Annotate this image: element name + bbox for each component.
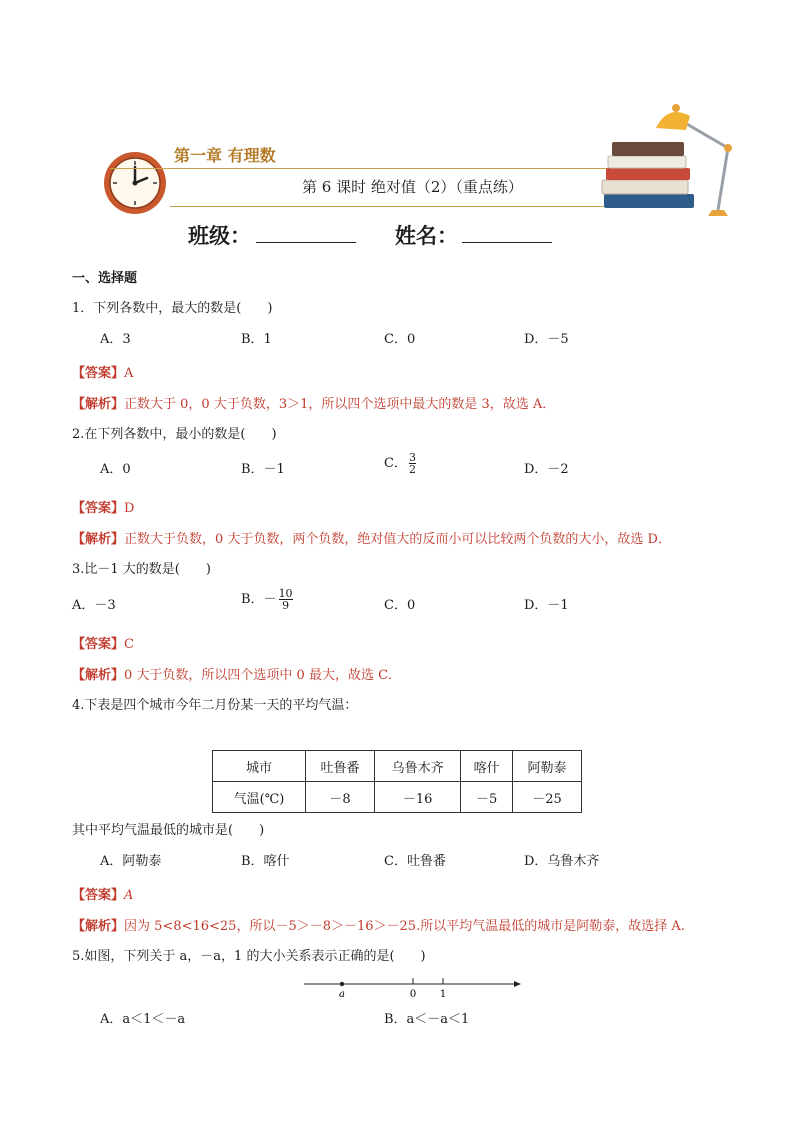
q4-option-d[interactable]: D．乌鲁木齐 — [524, 854, 600, 869]
analysis-tag: 【解析】 — [72, 919, 125, 934]
q5-stem: 5.如图，下列关于 a，－a，1 的大小关系表示正确的是( ) — [72, 949, 426, 964]
q2-option-d[interactable]: D．－2 — [524, 462, 569, 477]
label-one: 1 — [439, 989, 447, 1000]
books-lamp-icon — [598, 98, 744, 222]
q1-analysis-text: 正数大于 0，0 大于负数，3＞1，所以四个选项中最大的数是 3，故选 A． — [124, 397, 556, 412]
name-blank[interactable] — [462, 242, 552, 243]
q3-analysis-text: 0 大于负数，所以四个选项中 0 最大，故选 C． — [124, 668, 402, 683]
table-row — [213, 782, 582, 813]
table-cell: 吐鲁番 — [306, 751, 375, 782]
table-cell: －16 — [375, 782, 461, 813]
table-row — [213, 751, 582, 782]
q2-frac-num: 3 — [408, 451, 416, 464]
q1-option-a[interactable]: A．3 — [100, 332, 131, 347]
q3-option-d[interactable]: D．－1 — [524, 598, 569, 613]
q2-analysis — [72, 528, 671, 547]
q3-stem: 3.比－1 大的数是( ) — [72, 562, 211, 577]
point-a — [340, 982, 344, 986]
header-rule-bottom — [170, 206, 620, 207]
class-label: 班级： — [188, 224, 251, 248]
q5-option-b[interactable]: B．a＜－a＜1 — [384, 1012, 470, 1027]
answer-tag: 【答案】 — [72, 366, 125, 381]
q2-analysis-text: 正数大于负数，0 大于负数，两个负数，绝对值大的反而小可以比较两个负数的大小，故选 D． — [124, 532, 671, 547]
label-a: a — [339, 989, 345, 1000]
table-cell: 喀什 — [461, 751, 513, 782]
analysis-tag: 【解析】 — [72, 397, 125, 412]
q1-option-c[interactable]: C．0 — [384, 332, 416, 347]
class-blank[interactable] — [256, 242, 356, 243]
table-cell: －5 — [461, 782, 513, 813]
answer-tag: 【答案】 — [72, 501, 125, 516]
q1-option-b[interactable]: B．1 — [241, 332, 272, 347]
header-rule-top — [110, 168, 630, 169]
q5-option-a[interactable]: A．a＜1＜－a — [100, 1012, 186, 1027]
q1-answer-value: A — [124, 366, 134, 381]
q2-fraction — [409, 452, 416, 475]
q4-option-a[interactable]: A．阿勒泰 — [100, 854, 162, 869]
label-zero: 0 — [409, 989, 417, 1000]
q1-option-d[interactable]: D．－5 — [524, 332, 569, 347]
q2-answer-value: D — [124, 501, 135, 516]
q2-answer — [72, 497, 134, 516]
clock-icon — [102, 150, 168, 216]
q3-frac-num: 10 — [278, 587, 293, 600]
analysis-tag: 【解析】 — [72, 532, 125, 547]
temperature-table — [212, 750, 582, 813]
q2-option-b[interactable]: B．－1 — [241, 462, 285, 477]
q3-answer — [72, 633, 134, 652]
q4-option-b[interactable]: B．喀什 — [241, 854, 290, 869]
table-cell: 气温(℃) — [213, 782, 306, 813]
table-cell: 阿勒泰 — [512, 751, 581, 782]
q1-analysis — [72, 393, 555, 412]
q3-fraction — [279, 588, 293, 611]
q3-analysis — [72, 664, 401, 683]
table-cell: －25 — [512, 782, 581, 813]
lesson-title: 第 6 课时 绝对值（2）（重点练） — [302, 178, 523, 196]
q1-stem: 1．下列各数中，最大的数是( ) — [72, 301, 273, 316]
q4-sub: 其中平均气温最低的城市是( ) — [72, 823, 265, 838]
q4-answer — [72, 884, 133, 903]
q2-option-a[interactable]: A．0 — [100, 462, 131, 477]
q4-stem: 4.下表是四个城市今年二月份某一天的平均气温： — [72, 698, 358, 713]
q1-answer — [72, 362, 133, 381]
q3-option-b[interactable] — [241, 588, 293, 611]
q4-analysis-text: 因为 5<8<16<25，所以－5＞－8＞－16＞－25.所以平均气温最低的城市是阿勒泰，故选择 A. — [124, 919, 685, 934]
q2-option-c-label: C． — [384, 456, 407, 471]
number-line — [300, 974, 522, 1000]
q3-answer-value: C — [124, 637, 134, 652]
answer-tag: 【答案】 — [72, 888, 125, 903]
section-title: 一、选择题 — [72, 271, 138, 286]
q2-option-c[interactable] — [384, 452, 416, 475]
name-label: 姓名： — [395, 224, 458, 248]
q3-option-a[interactable]: A．－3 — [72, 598, 116, 613]
q4-answer-value: A — [124, 888, 134, 903]
chapter-title: 第一章 有理数 — [174, 146, 276, 165]
q4-option-c[interactable]: C．吐鲁番 — [384, 854, 446, 869]
answer-tag: 【答案】 — [72, 637, 125, 652]
table-cell: 城市 — [213, 751, 306, 782]
q2-frac-den: 2 — [408, 463, 416, 476]
q4-analysis — [72, 915, 685, 934]
table-cell: －8 — [306, 782, 375, 813]
q3-frac-den: 9 — [282, 599, 290, 612]
q3-option-c[interactable]: C．0 — [384, 598, 416, 613]
q2-stem: 2.在下列各数中，最小的数是( ) — [72, 427, 277, 442]
q3-option-b-label: B．－ — [241, 592, 277, 607]
table-cell: 乌鲁木齐 — [375, 751, 461, 782]
analysis-tag: 【解析】 — [72, 668, 125, 683]
